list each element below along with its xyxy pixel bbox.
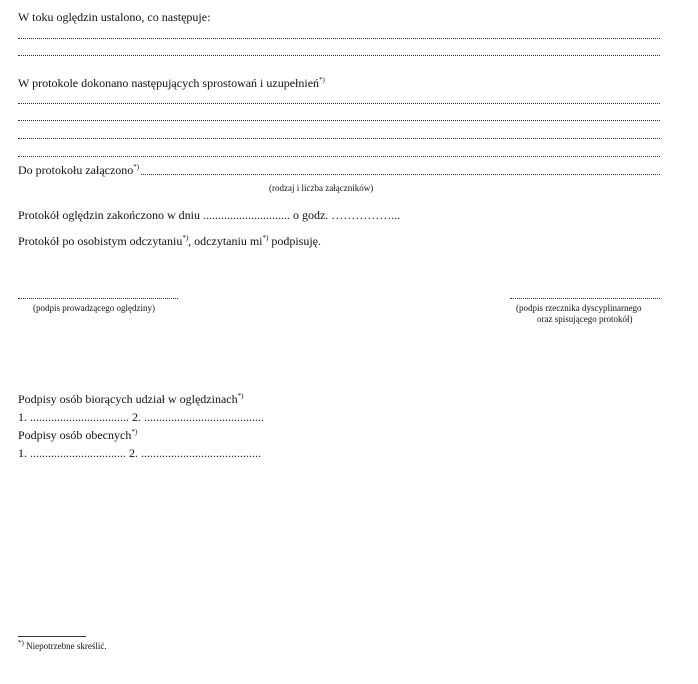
corrections-line-3 [18,138,660,139]
present-heading-text: Podpisy osób obecnych [18,428,132,442]
footnote-marker: *) [18,639,24,647]
attachments-label-text: Do protokołu załączono [18,163,134,177]
attachments-marker: *) [133,163,140,171]
corrections-heading-text: W protokole dokonano następujących sprostowań i uzupełnień [18,76,320,90]
participants-heading [18,392,243,407]
signing-part-3: podpisuję. [268,234,322,248]
right-signature-caption-1: (podpis rzecznika dyscyplinarnego [516,303,642,313]
footnote-text: Niepotrzebne skreślić. [23,641,107,651]
left-signature-line [18,298,178,299]
present-signature-line: 1. ................................ 2. ........................................ [18,446,261,460]
present-marker: *) [131,428,138,436]
attachments-field [141,174,660,175]
findings-heading: W toku oględzin ustalono, co następuje: [18,10,211,24]
attachments-label [18,163,139,178]
findings-line-2 [18,55,660,56]
corrections-heading [18,76,325,91]
participants-signature-line: 1. ................................. 2. ........................................ [18,410,264,424]
attachments-row [18,162,660,178]
signing-marker-1: *) [182,234,189,242]
signing-statement [18,234,321,249]
participants-heading-text: Podpisy osób biorących udział w oględzinach [18,392,238,406]
right-signature-caption-2: oraz spisującego protokół) [537,314,633,324]
completion-line: Protokół oględzin zakończono w dniu ............................. o godz. ……………... [18,208,401,222]
corrections-marker: *) [319,76,325,84]
signing-part-1: Protokół po osobistym odczytaniu [18,234,183,248]
signing-part-2: , odczytaniu mi [188,234,263,248]
signing-marker-2: *) [262,234,269,242]
attachments-caption: (rodzaj i liczba załączników) [269,183,374,193]
present-heading [18,428,137,443]
corrections-line-1 [18,103,660,104]
participants-marker: *) [237,392,244,400]
left-signature-caption: (podpis prowadzącego oględziny) [33,303,155,313]
footnote [18,641,107,651]
corrections-line-2 [18,120,660,121]
findings-line-1 [18,38,660,39]
right-signature-line [510,298,660,299]
footnote-rule [18,636,86,637]
corrections-line-4 [18,156,660,157]
